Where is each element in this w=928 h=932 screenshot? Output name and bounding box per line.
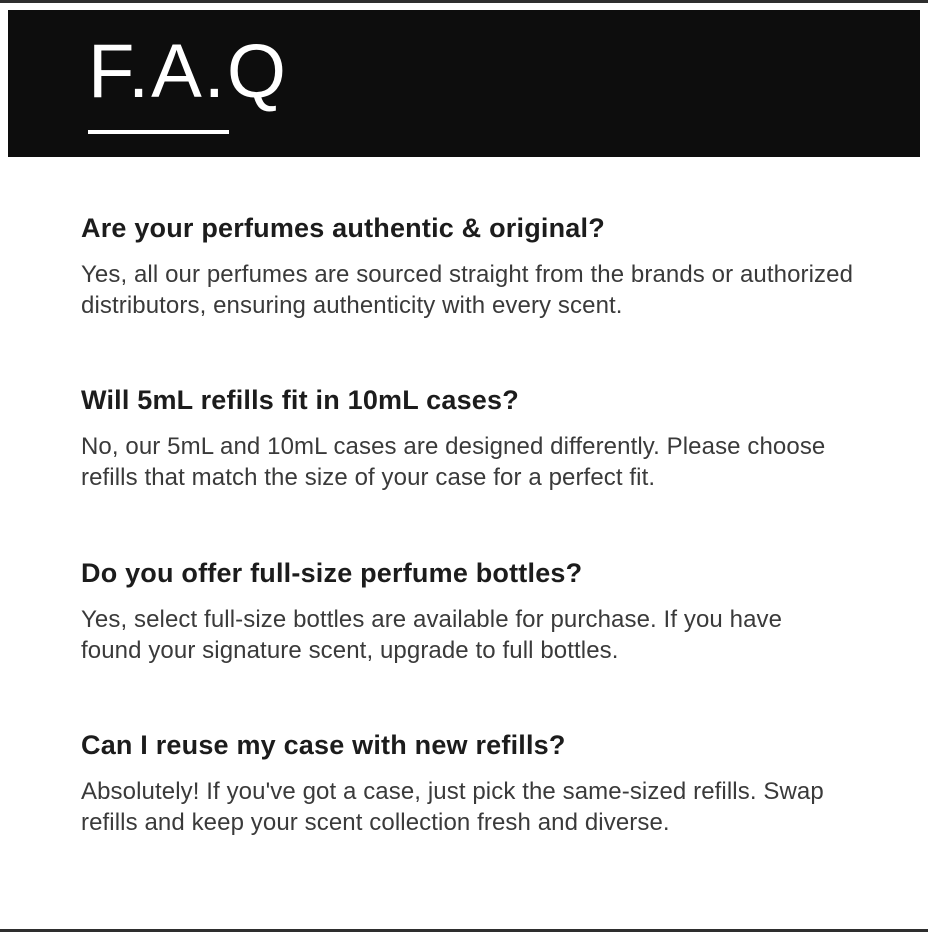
page-title: F.A.Q xyxy=(88,29,289,114)
faq-item xyxy=(81,557,893,666)
faq-question: Can I reuse my case with new refills? xyxy=(81,730,566,760)
faq-item xyxy=(81,212,893,321)
faq-question: Do you offer full-size perfume bottles? xyxy=(81,558,583,588)
faq-answer xyxy=(81,604,893,666)
faq-question: Will 5mL refills fit in 10mL cases? xyxy=(81,385,519,415)
header-banner xyxy=(8,10,920,157)
faq-answer-line: Yes, all our perfumes are sourced straight from the brands or authorized xyxy=(81,261,854,288)
faq-answer-line: Absolutely! If you've got a case, just pick the same-sized refills. Swap xyxy=(81,778,824,805)
faq-answer xyxy=(81,259,893,321)
faq-item xyxy=(81,384,893,493)
faq-answer-line: refills that match the size of your case for a perfect fit. xyxy=(81,464,656,491)
title-underline xyxy=(88,130,229,134)
faq-answer-line: found your signature scent, upgrade to full bottles. xyxy=(81,637,619,664)
faq-item xyxy=(81,729,893,838)
top-border-rule xyxy=(0,0,928,3)
faq-answer-line: No, our 5mL and 10mL cases are designed differently. Please choose xyxy=(81,433,826,460)
faq-answer-line: distributors, ensuring authenticity with every scent. xyxy=(81,292,623,319)
faq-answer xyxy=(81,776,893,838)
faq-answer xyxy=(81,431,893,493)
faq-question: Are your perfumes authentic & original? xyxy=(81,213,605,243)
faq-answer-line: Yes, select full-size bottles are available for purchase. If you have xyxy=(81,606,783,633)
faq-answer-line: refills and keep your scent collection fresh and diverse. xyxy=(81,809,670,836)
